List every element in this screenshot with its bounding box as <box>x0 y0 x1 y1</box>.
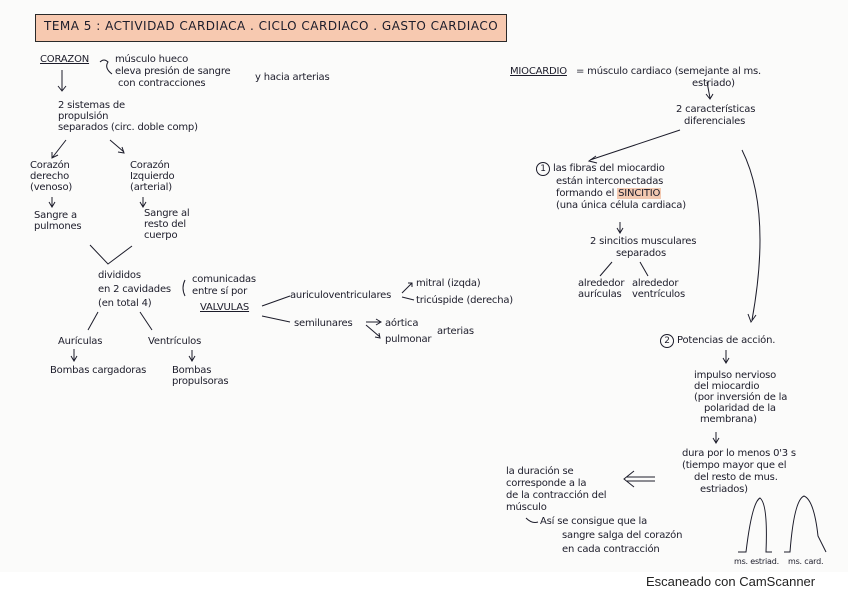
miocardio-def: = músculo cardiaco (semejante al ms. <box>576 66 762 77</box>
sistemas-line2: propulsión <box>58 111 109 122</box>
valvulas-label: VALVULAS <box>200 302 250 313</box>
derecho-2: derecho <box>30 171 70 182</box>
comunicadas-1: comunicadas <box>192 274 256 285</box>
corazon-heading: CORAZON <box>40 54 90 65</box>
number-one-icon: 1 <box>536 162 550 176</box>
valvula-aortica: aórtica <box>385 318 419 329</box>
izquierdo-3: (arterial) <box>130 182 172 193</box>
corazon-musculo: músculo hueco <box>115 54 189 65</box>
sistemas-line1: 2 sistemas de <box>58 100 125 111</box>
valvula-mitral: mitral (izqda) <box>416 278 481 289</box>
corazon-eleva: eleva presión de sangre <box>115 66 231 77</box>
impulso-3: (por inversión de la <box>694 392 788 403</box>
derecho-5: pulmones <box>34 221 82 232</box>
caracteristicas-1: 2 características <box>676 104 756 115</box>
consigue-1: Así se consigue que la <box>540 516 648 527</box>
fibras-line3: formando el SINCITIO <box>556 188 661 199</box>
ventriculos-desc2: propulsoras <box>172 376 229 387</box>
graph-label-cardiaco: ms. card. <box>788 557 824 566</box>
alrededor-ventriculos-1: alrededor <box>632 278 679 289</box>
corazon-contracciones: con contracciones <box>118 78 206 89</box>
valvula-pulmonar: pulmonar <box>385 334 432 345</box>
sincitio-highlight: SINCITIO <box>618 188 661 199</box>
divididos-3: (en total 4) <box>98 298 152 309</box>
sincitios-2: separados <box>616 248 666 259</box>
miocardio-def2: estriado) <box>692 78 735 89</box>
caracteristicas-2: diferenciales <box>684 116 746 127</box>
fibras-line2: están interconectadas <box>556 176 664 187</box>
sincitios-1: 2 sincitios musculares <box>590 236 697 247</box>
camscanner-footer: Escaneado con CamScanner <box>646 574 816 589</box>
a-arterias: arterias <box>437 326 474 337</box>
sistemas-line3: separados (circ. doble comp) <box>58 122 198 133</box>
alrededor-ventriculos-2: ventrículos <box>632 289 685 300</box>
alrededor-auriculas-1: alrededor <box>578 278 625 289</box>
impulso-4: polaridad de la <box>704 403 776 414</box>
fibras-line1: 1 las fibras del miocardio <box>536 162 665 176</box>
impulso-5: membrana) <box>700 414 757 425</box>
auriculoventriculares: auriculoventriculares <box>290 290 392 301</box>
semilunares: semilunares <box>294 318 353 329</box>
izquierdo-5: resto del <box>144 219 186 230</box>
dura-2: (tiempo mayor que el <box>682 460 787 471</box>
impulso-2: del miocardio <box>694 381 760 392</box>
valvula-tricuspide: tricúspide (derecha) <box>416 295 513 306</box>
corazon-arterias: y hacia arterias <box>255 72 330 83</box>
consigue-2: sangre salga del corazón <box>562 530 683 541</box>
alrededor-auriculas-2: aurículas <box>578 289 622 300</box>
ventriculos-label: Ventrículos <box>148 336 202 347</box>
consigue-3: en cada contracción <box>562 544 660 555</box>
duracion-1: la duración se <box>506 466 574 477</box>
miocardio-heading: MIOCARDIO <box>510 66 567 77</box>
ventriculos-desc1: Bombas <box>172 365 212 376</box>
izquierdo-6: cuerpo <box>144 230 178 241</box>
potencias-accion: 2 Potencias de acción. <box>660 334 775 348</box>
izquierdo-2: Izquierdo <box>130 171 175 182</box>
comunicadas-2: entre sí por <box>192 286 247 297</box>
number-two-icon: 2 <box>660 334 674 348</box>
derecho-1: Corazón <box>30 160 70 171</box>
derecho-4: Sangre a <box>34 210 77 221</box>
auriculas-desc: Bombas cargadoras <box>50 365 147 376</box>
fibras-line4: (una única célula cardiaca) <box>556 200 686 211</box>
divididos-1: divididos <box>98 270 141 281</box>
divididos-2: en 2 cavidades <box>98 284 171 295</box>
page-title: TEMA 5 : ACTIVIDAD CARDIACA . CICLO CARDIACO . GASTO CARDIACO <box>44 19 499 33</box>
dura-4: estriados) <box>700 484 748 495</box>
dura-1: dura por lo menos 0'3 s <box>682 448 796 459</box>
duracion-4: músculo <box>506 502 547 513</box>
auriculas-label: Aurículas <box>58 336 103 347</box>
dura-3: del resto de mus. <box>694 472 778 483</box>
duracion-2: corresponde a la <box>506 478 587 489</box>
izquierdo-4: Sangre al <box>144 208 190 219</box>
impulso-1: impulso nervioso <box>694 370 777 381</box>
izquierdo-1: Corazón <box>130 160 170 171</box>
duracion-3: de la contracción del <box>506 490 607 501</box>
graph-label-estriado: ms. estriad. <box>734 557 779 566</box>
derecho-3: (venoso) <box>30 182 73 193</box>
